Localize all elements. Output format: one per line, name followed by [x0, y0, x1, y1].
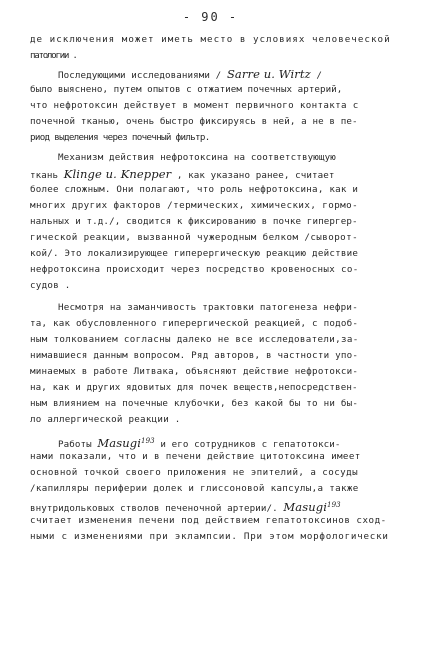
typed-text: ным влиянием на почечные клубочки, без какой бы то ни бы-	[30, 398, 359, 409]
text-line	[30, 230, 358, 246]
text-line	[30, 166, 335, 182]
typed-text: многих других факторов /термических, химических, гормо-	[30, 200, 359, 211]
typed-text: Несмотря на заманчивость трактовки патогенеза нефри-	[58, 302, 358, 313]
text-line	[30, 262, 359, 278]
text-line	[30, 497, 341, 513]
text-line	[30, 449, 361, 465]
typed-text: /капилляры периферии долек и глиссоновой капсулы,а также	[30, 483, 359, 494]
text-line	[30, 364, 358, 380]
text-line	[30, 332, 359, 348]
text-line	[30, 465, 358, 481]
typed-text: что нефротоксин действует в момент первичного контакта с	[30, 100, 359, 111]
typed-text: кой/. Это локализирующее гиперергическую реакцию действие	[30, 248, 359, 259]
typed-text: на, как и других ядовитых для почек веществ,непосредствен-	[30, 382, 358, 393]
text-line	[30, 198, 358, 214]
typed-text: и его сотрудников с гепатотокси-	[154, 439, 341, 450]
text-line	[30, 481, 359, 497]
typed-text: /	[310, 70, 322, 81]
handwritten-author-name: Masugi	[97, 436, 142, 450]
typed-text: ло аллергической реакции .	[30, 414, 181, 425]
typed-text: гической реакции, вызванной чужеродным белком /сыворот-	[30, 232, 359, 243]
page-number: - 90 -	[182, 10, 239, 24]
typed-text: нимавшиеся данным вопросом. Ряд авторов, в частности упо-	[30, 350, 359, 361]
typed-text: нальных и т.д./, сводится к фиксированию в почке гипергер-	[30, 216, 358, 227]
typed-text: ным толкованием согласны далеко не все исследователи,за-	[30, 334, 359, 345]
text-line	[58, 300, 358, 316]
typed-text: было выяснено, путем опытов с отжатием почечных артерий,	[30, 84, 343, 95]
typed-text: считает изменения печени под действием гепатотоксинов сход-	[30, 515, 387, 526]
typed-text: ткань	[30, 170, 64, 181]
text-line	[30, 412, 181, 428]
typed-text: та, как обусловленного гиперергической реакцией, с подоб-	[30, 318, 359, 329]
text-line	[30, 82, 342, 98]
text-line	[30, 32, 391, 48]
text-line	[58, 66, 322, 82]
handwritten-author-name: Sarre u. Wirtz	[226, 67, 311, 81]
text-line	[58, 150, 336, 166]
typed-text: внутридольковых стволов печеночной артерии/.	[30, 503, 284, 514]
typed-text: ными с изменениями при эклампсии. При этом морфологически	[30, 531, 389, 542]
reference-number: 193	[141, 437, 155, 445]
typed-text: Последующими исследованиями /	[58, 70, 227, 81]
text-line	[30, 246, 358, 262]
typed-text: почечной тканью, очень быстро фиксируясь в ней, а не в пе-	[30, 116, 358, 127]
typed-text: судов .	[30, 280, 71, 291]
text-line	[30, 278, 71, 294]
text-line	[30, 316, 358, 332]
typed-text: нами показали, что и в печени действие цитотоксина имеет	[30, 451, 361, 462]
text-line	[30, 380, 358, 396]
typed-text: основной точкой своего приложения не эпителий, а сосуды	[30, 467, 359, 478]
text-line	[30, 98, 359, 114]
typed-text: де исключения может иметь место в условиях человеческой	[30, 34, 391, 45]
typed-text: более сложным. Они полагают, что роль нефротоксина, как и	[30, 184, 359, 195]
typed-text: нефротоксина происходит через посредство кровеносных со-	[30, 264, 359, 275]
typed-text: , как указано ранее, считает	[171, 170, 335, 181]
text-line	[30, 513, 387, 529]
typed-text: риод выделения через почечный фильтр.	[30, 132, 210, 143]
text-line	[30, 348, 358, 364]
text-line	[58, 433, 341, 449]
typed-text: патологии .	[30, 50, 77, 61]
reference-number: 193	[327, 501, 341, 509]
typed-text: минаемых в работе Литвака, объясняют действие нефротокси-	[30, 366, 359, 377]
text-line	[30, 182, 358, 198]
text-line	[30, 130, 210, 146]
handwritten-author-name: Masugi	[283, 500, 328, 514]
text-line	[30, 48, 77, 64]
text-line	[30, 396, 358, 412]
text-line	[30, 214, 358, 230]
typed-text: Механизм действия нефротоксина на соответствующую	[58, 152, 336, 163]
handwritten-author-name: Klinge u. Knepper	[63, 167, 172, 181]
text-line	[30, 114, 358, 130]
text-line	[30, 529, 389, 545]
typed-text: Работы	[58, 439, 98, 450]
